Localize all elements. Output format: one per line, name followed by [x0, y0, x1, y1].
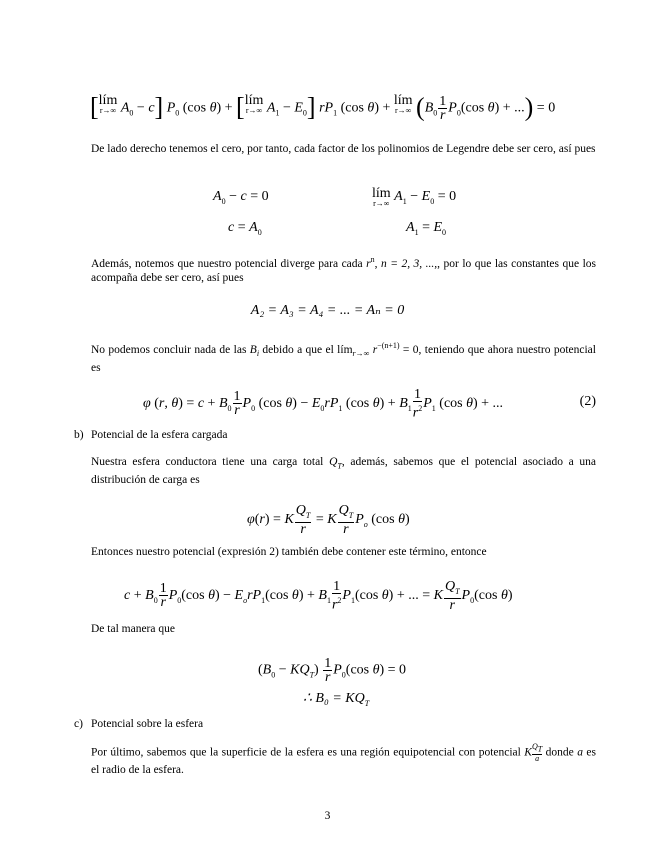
equation-number: (2)	[579, 394, 596, 409]
equation-lim-a1: lím r→∞ $A_1 - E_0 = 0$	[372, 186, 457, 208]
equation-a0-c: $A_0 - c = 0$	[213, 189, 269, 206]
equation-c-a0: $c = A_0$	[228, 220, 262, 237]
paragraph-divergence: Además, notemos que nuestro potencial diverge para cada $r^n$, n = 2, 3, ...,, por lo que las constantes que los acompaña debe ser cero, así pues	[91, 255, 597, 284]
equation-limits-legendre: [lím r→∞ $A_0 - c$] $P_0$ (cos θ) + [lím r→∞ $A_1 - E_0$] $rP_1$ (cos θ) + lím r→∞ ($B_0$ $\frac{1}{r}$ $P_0(\cos$ θ) + ...) = 0	[90, 92, 556, 123]
paragraph-legendre-zero: De lado derecho tenemos el cero, por tanto, cada factor de los polinomios de Legendre debe ser cero, así pues	[91, 143, 596, 155]
equation-a1-e0: $A_1 = E_0$	[406, 220, 447, 237]
paragraph-equipotential: Por último, sabemos que la superficie de la esfera es una región equipotencial con potencial K $\frac{Q_T}{a}$ donde a es el radio de la esfera.	[91, 742, 596, 776]
equation-phi-r: φ(r) = K $\frac{Q_T}{r}$ = K $\frac{Q_T}{r}$ $P_o$ (cos θ)	[247, 503, 410, 537]
equation-therefore-b0: ∴ $B_0 = KQ_T$	[303, 691, 370, 708]
paragraph-such-that: De tal manera que	[91, 623, 175, 635]
paragraph-charged-sphere: Nuestra esfera conductora tiene una carga total $Q_T$, además, sabemos que el potencial asociado a una distribución de carga es	[91, 456, 597, 487]
paragraph-expression-2: Entonces nuestro potencial (expresión 2) también debe contener este término, entonce	[91, 546, 487, 558]
equation-b0-kqt: $(B_0 - KQ_T)$ $\frac{1}{r}$ $P_0(\cos$ θ) = 0	[258, 656, 407, 685]
item-b-label: b)	[74, 429, 84, 441]
equation-potential-2: φ (r, $\theta) = c + B_0$ $\frac{1}{r}$ $P_0$ (cos $\theta) - E_0rP_1$ (cos $\theta) + B_1$ $\frac{1}{r^2}$ $P_1$ (cos θ) + ...	[143, 387, 504, 421]
item-c-title: Potencial sobre la esfera	[91, 718, 204, 730]
paragraph-bi-conclusion: No podemos concluir nada de las $B_i$ debido a que el lím$_{r\to\infty}$ $r^{-(n+1)} = 0$, teniendo que ahora nuestro potencial es	[91, 341, 596, 375]
equation-compare: $c + B_0$ $\frac{1}{r}$ $P_0(\cos$ $\theta) - E_orP_1(\cos$ $\theta) + B_1$ $\frac{1}{r^2}$ $P_1(\cos$ θ) + ... = K $\frac{Q_T}{r}$ $P_0(\cos$ θ)	[124, 579, 513, 613]
item-c-label: c)	[74, 718, 83, 730]
equation-a-all-zero: A₂ = A₃ = A₄ = ... = Aₙ = 0	[250, 303, 405, 318]
page-number: 3	[324, 810, 331, 822]
item-b-title: Potencial de la esfera cargada	[91, 429, 228, 441]
